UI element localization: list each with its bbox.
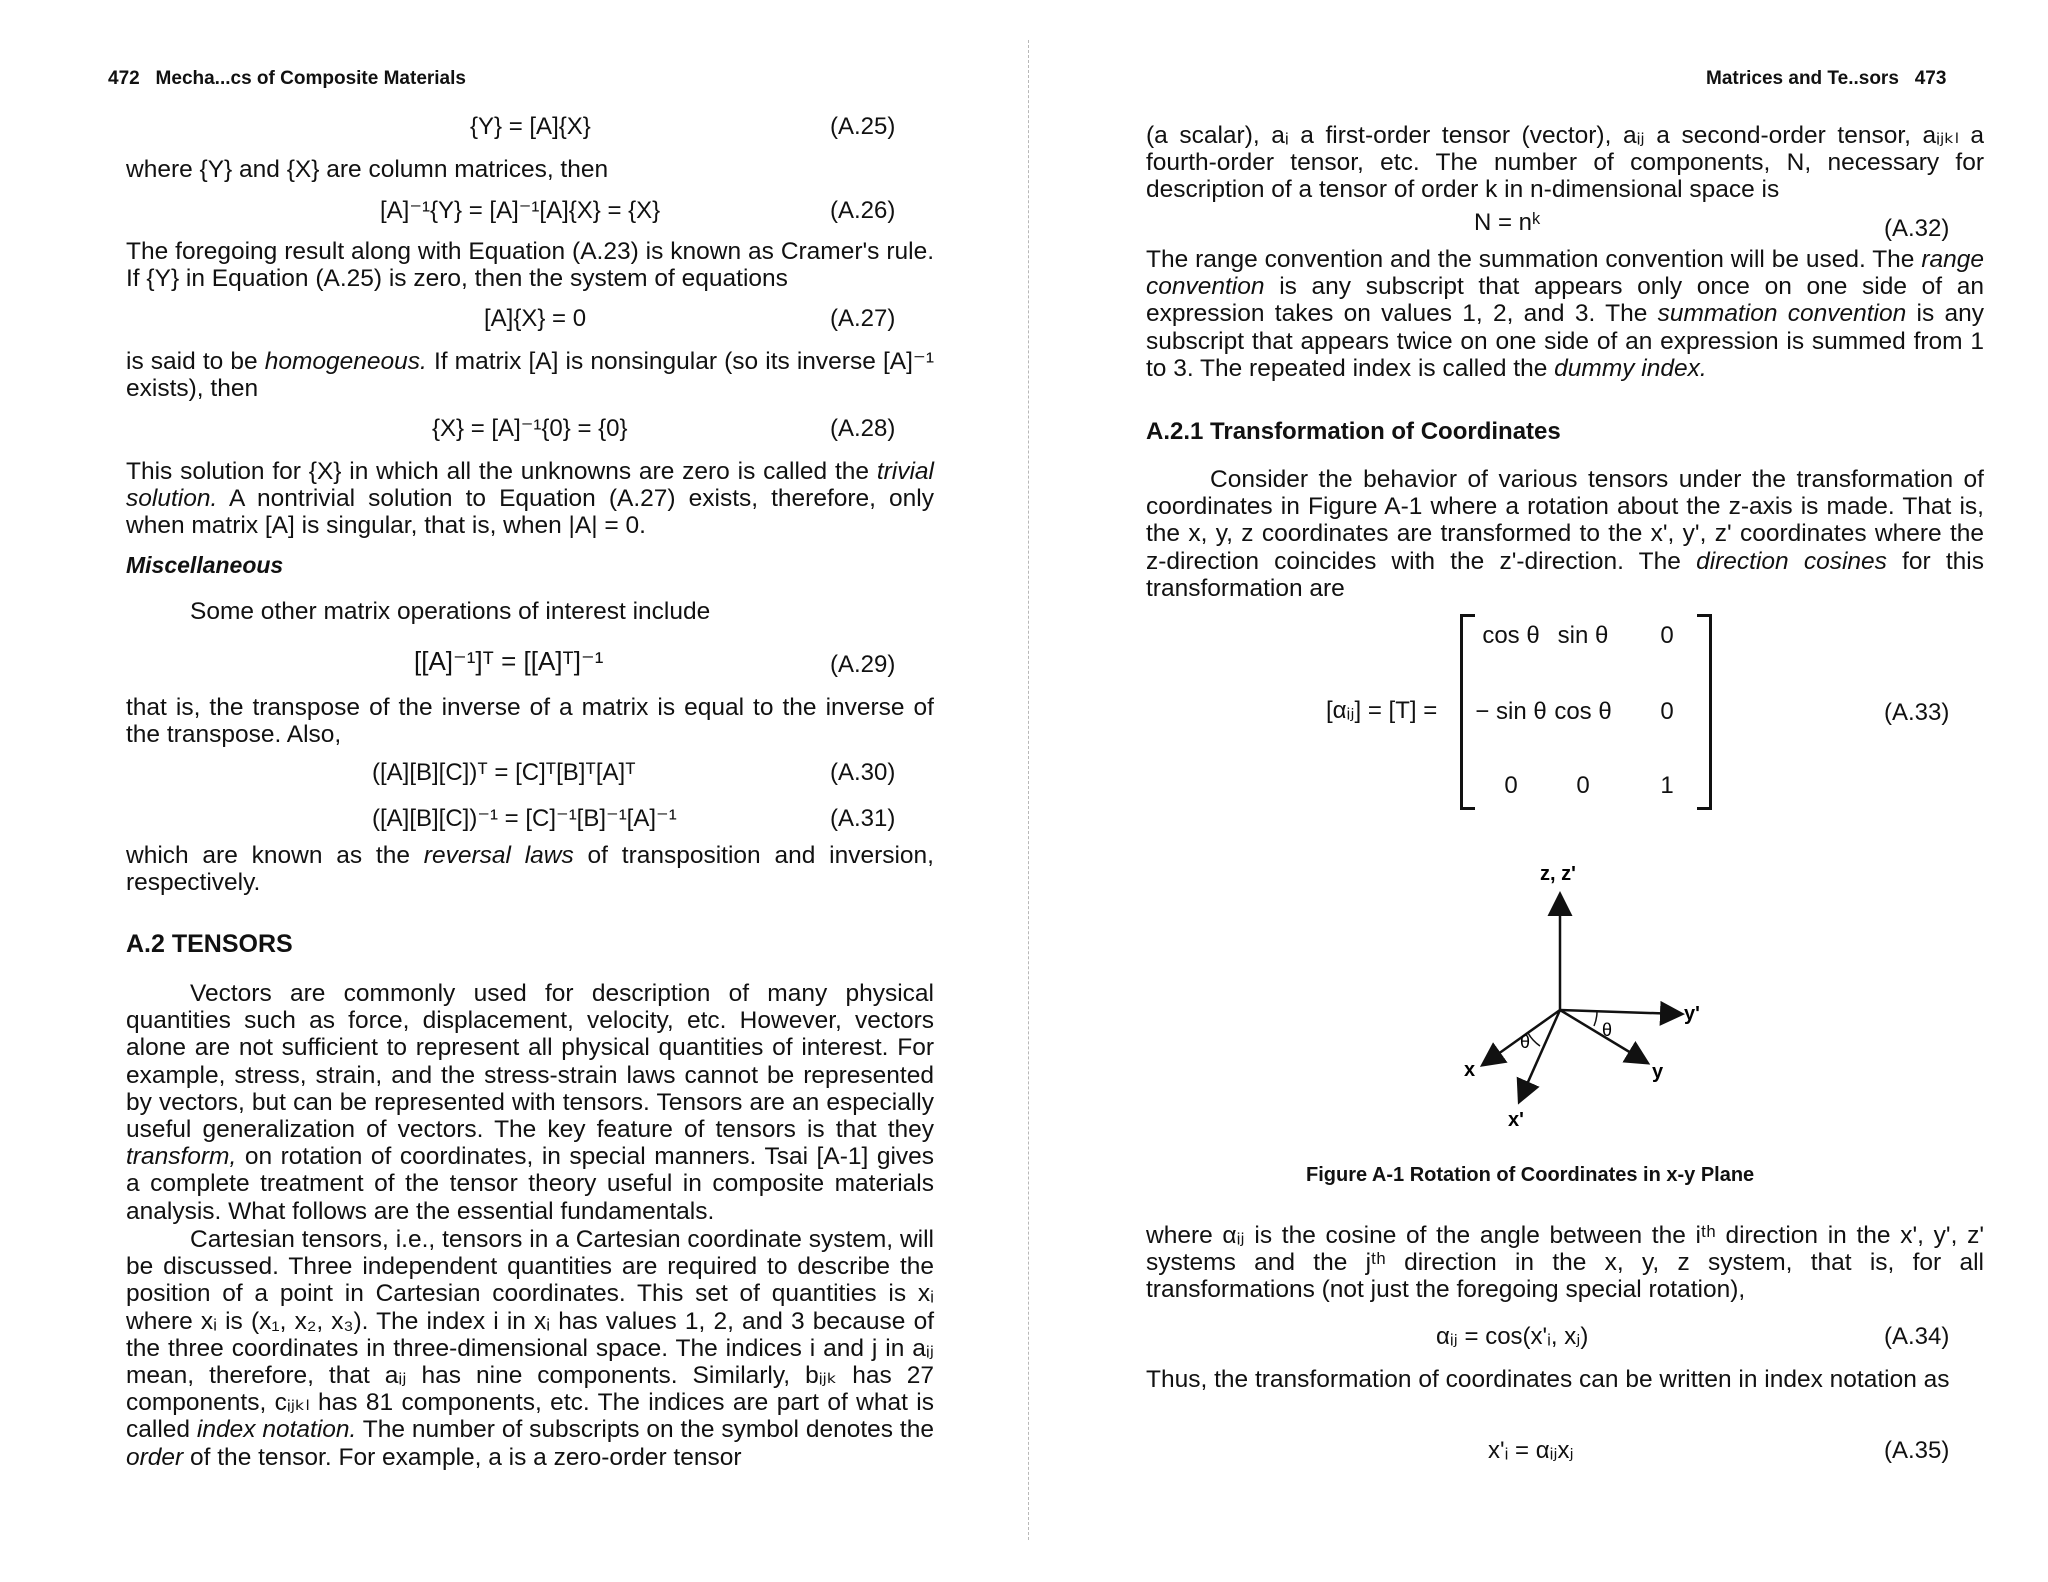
y-prime-axis-label: y' <box>1684 1003 1700 1025</box>
left-running-head <box>108 68 466 90</box>
equation-number: (A.30) <box>830 759 896 786</box>
matrix-cell: cos θ <box>1482 622 1540 649</box>
z-axis-label: z, z' <box>1540 863 1576 885</box>
subheading-miscellaneous: Miscellaneous <box>126 552 284 578</box>
equation-number: (A.32) <box>1884 215 1950 242</box>
paragraph: which are known as the reversal laws of transposition and inversion, respectively. <box>126 842 934 897</box>
matrix-cell: sin θ <box>1557 622 1609 649</box>
direction-cosine-matrix <box>1460 614 1712 810</box>
equation-a33-lhs: [αᵢⱼ] = [T] = <box>1326 697 1438 724</box>
x-prime-axis-label: x' <box>1508 1109 1524 1131</box>
y-prime-axis-arrow <box>1560 1010 1680 1014</box>
equation-a26: [A]⁻¹{Y} = [A]⁻¹[A]{X} = {X} <box>380 197 661 224</box>
page-gutter <box>1028 40 1031 1540</box>
figure-caption: Figure A-1 Rotation of Coordinates in x-y Plane <box>1306 1164 1755 1186</box>
equation-a25: {Y} = [A]{X} <box>470 113 591 140</box>
matrix-cell: − sin θ <box>1475 698 1547 725</box>
equation-a31: ([A][B][C])⁻¹ = [C]⁻¹[B]⁻¹[A]⁻¹ <box>372 805 677 832</box>
running-head-title: Matrices and Te..sors <box>1706 68 1899 89</box>
equation-a34: αᵢⱼ = cos(x'ᵢ, xⱼ) <box>1436 1323 1589 1350</box>
paragraph: Cartesian tensors, i.e., tensors in a Cartesian coordinate system, will be discussed. Three independent quantities are required to describe the position of a point in Cartesian coordinates. This set of quantities is xᵢ where xᵢ is (x₁, x₂, x₃). The index i in xᵢ has values 1, 2, and 3 because of the three coordinates in three-dimensional space. The indices i and j in aᵢⱼ mean, therefore, that aᵢⱼ has nine components. Similarly, bᵢⱼₖ has 27 components, cᵢⱼₖₗ has 81 components, etc. The indices are part of what is called index notation. The number of subscripts on the symbol denotes the order of the tensor. For example, a is a zero-order tensor <box>126 1226 934 1471</box>
left-page <box>0 0 1020 1582</box>
paragraph: The range convention and the summation convention will be used. The range convention is any subscript that appears only once on one side of an expression takes on values 1, 2, and 3. The summation convention is any subscript that appears twice on one side of an expression is summed from 1 to 3. The repeated index is called the dummy index. <box>1146 246 1985 382</box>
paragraph: is said to be homogeneous. If matrix [A] is nonsingular (so its inverse [A]⁻¹ exists), then <box>126 348 934 403</box>
theta-label: θ <box>1602 1020 1613 1040</box>
paragraph: (a scalar), aᵢ a first-order tensor (vector), aᵢⱼ a second-order tensor, aᵢⱼₖₗ a fourth-order tensor, etc. The number of components, N, necessary for description of a tensor of order k in n-dimensional space is <box>1146 122 1984 204</box>
matrix-cell: cos θ <box>1554 698 1612 725</box>
equation-number: (A.31) <box>830 805 896 832</box>
equation-number: (A.33) <box>1884 699 1950 726</box>
matrix-cell: 1 <box>1660 772 1674 799</box>
equation-a27: [A]{X} = 0 <box>484 305 587 332</box>
subsection-heading: A.2.1 Transformation of Coordinates <box>1146 418 1561 445</box>
matrix-cell: 0 <box>1660 698 1674 725</box>
page-number: 473 <box>1914 68 1947 89</box>
paragraph: This solution for {X} in which all the unknowns are zero is called the trivial solution. A nontrivial solution to Equation (A.27) exists, therefore, only when matrix [A] is singular, that is, when |A| = 0. <box>126 458 934 540</box>
theta-arc-y <box>1594 1012 1597 1026</box>
equation-a29: [[A]⁻¹]ᵀ = [[A]ᵀ]⁻¹ <box>414 646 604 676</box>
running-head-title: Mecha...cs of Composite Materials <box>155 68 466 89</box>
matrix-cell: 0 <box>1576 772 1590 799</box>
equation-number: (A.25) <box>830 113 896 140</box>
coordinate-rotation-figure <box>1380 850 1720 1150</box>
equation-a32: N = nᵏ <box>1474 209 1541 236</box>
equation-a28: {X} = [A]⁻¹{0} = {0} <box>432 415 628 442</box>
paragraph: Some other matrix operations of interest include <box>190 598 711 625</box>
paragraph: Consider the behavior of various tensors under the transformation of coordinates in Figure A-1 where a rotation about the z-axis is made. That is, the x, y, z coordinates are transformed to the x', y', z' coordinates where the z-direction coincides with the z'-direction. The direction cosines for this transformation are <box>1146 466 1984 602</box>
paragraph: Thus, the transformation of coordinates can be written in index notation as <box>1146 1366 1950 1393</box>
page-number: 472 <box>108 68 140 89</box>
paragraph: that is, the transpose of the inverse of a matrix is equal to the inverse of the transpose. Also, <box>126 694 934 749</box>
equation-number: (A.34) <box>1884 1323 1950 1350</box>
equation-number: (A.26) <box>830 197 896 224</box>
matrix-cell: 0 <box>1660 622 1674 649</box>
paragraph: The foregoing result along with Equation (A.23) is known as Cramer's rule. If {Y} in Equation (A.25) is zero, then the system of equations <box>126 238 934 293</box>
x-axis-label: x <box>1464 1059 1476 1081</box>
right-page <box>1040 0 2048 1582</box>
y-axis-label: y <box>1652 1061 1664 1083</box>
paragraph: where αᵢⱼ is the cosine of the angle between the iᵗʰ direction in the x', y', z' systems and the jᵗʰ direction in the x, y, z system, that is, for all transformations (not just the foregoing special rotation), <box>1146 1222 1984 1304</box>
equation-number: (A.28) <box>830 415 896 442</box>
equation-number: (A.35) <box>1884 1437 1950 1464</box>
section-heading: A.2 TENSORS <box>126 930 293 958</box>
matrix-cell: 0 <box>1504 772 1518 799</box>
equation-a30: ([A][B][C])ᵀ = [C]ᵀ[B]ᵀ[A]ᵀ <box>372 759 636 786</box>
paragraph: where {Y} and {X} are column matrices, then <box>126 156 609 183</box>
equation-number: (A.27) <box>830 305 896 332</box>
equation-a35: x'ᵢ = αᵢⱼxⱼ <box>1488 1437 1574 1464</box>
paragraph: Vectors are commonly used for description of many physical quantities such as force, displacement, velocity, etc. However, vectors alone are not sufficient to represent all physical quantities of interest. For example, stress, strain, and the stress-strain laws cannot be represented by vectors, but can be represented with tensors. Tensors are an especially useful generalization of vectors. The key feature of tensors is that they transform, on rotation of coordinates, in special manners. Tsai [A-1] gives a complete treatment of the tensor theory useful in composite materials analysis. What follows are the essential fundamentals. <box>126 980 935 1225</box>
right-running-head <box>1706 68 1946 90</box>
theta-label: θ <box>1520 1032 1531 1052</box>
equation-number: (A.29) <box>830 651 896 678</box>
